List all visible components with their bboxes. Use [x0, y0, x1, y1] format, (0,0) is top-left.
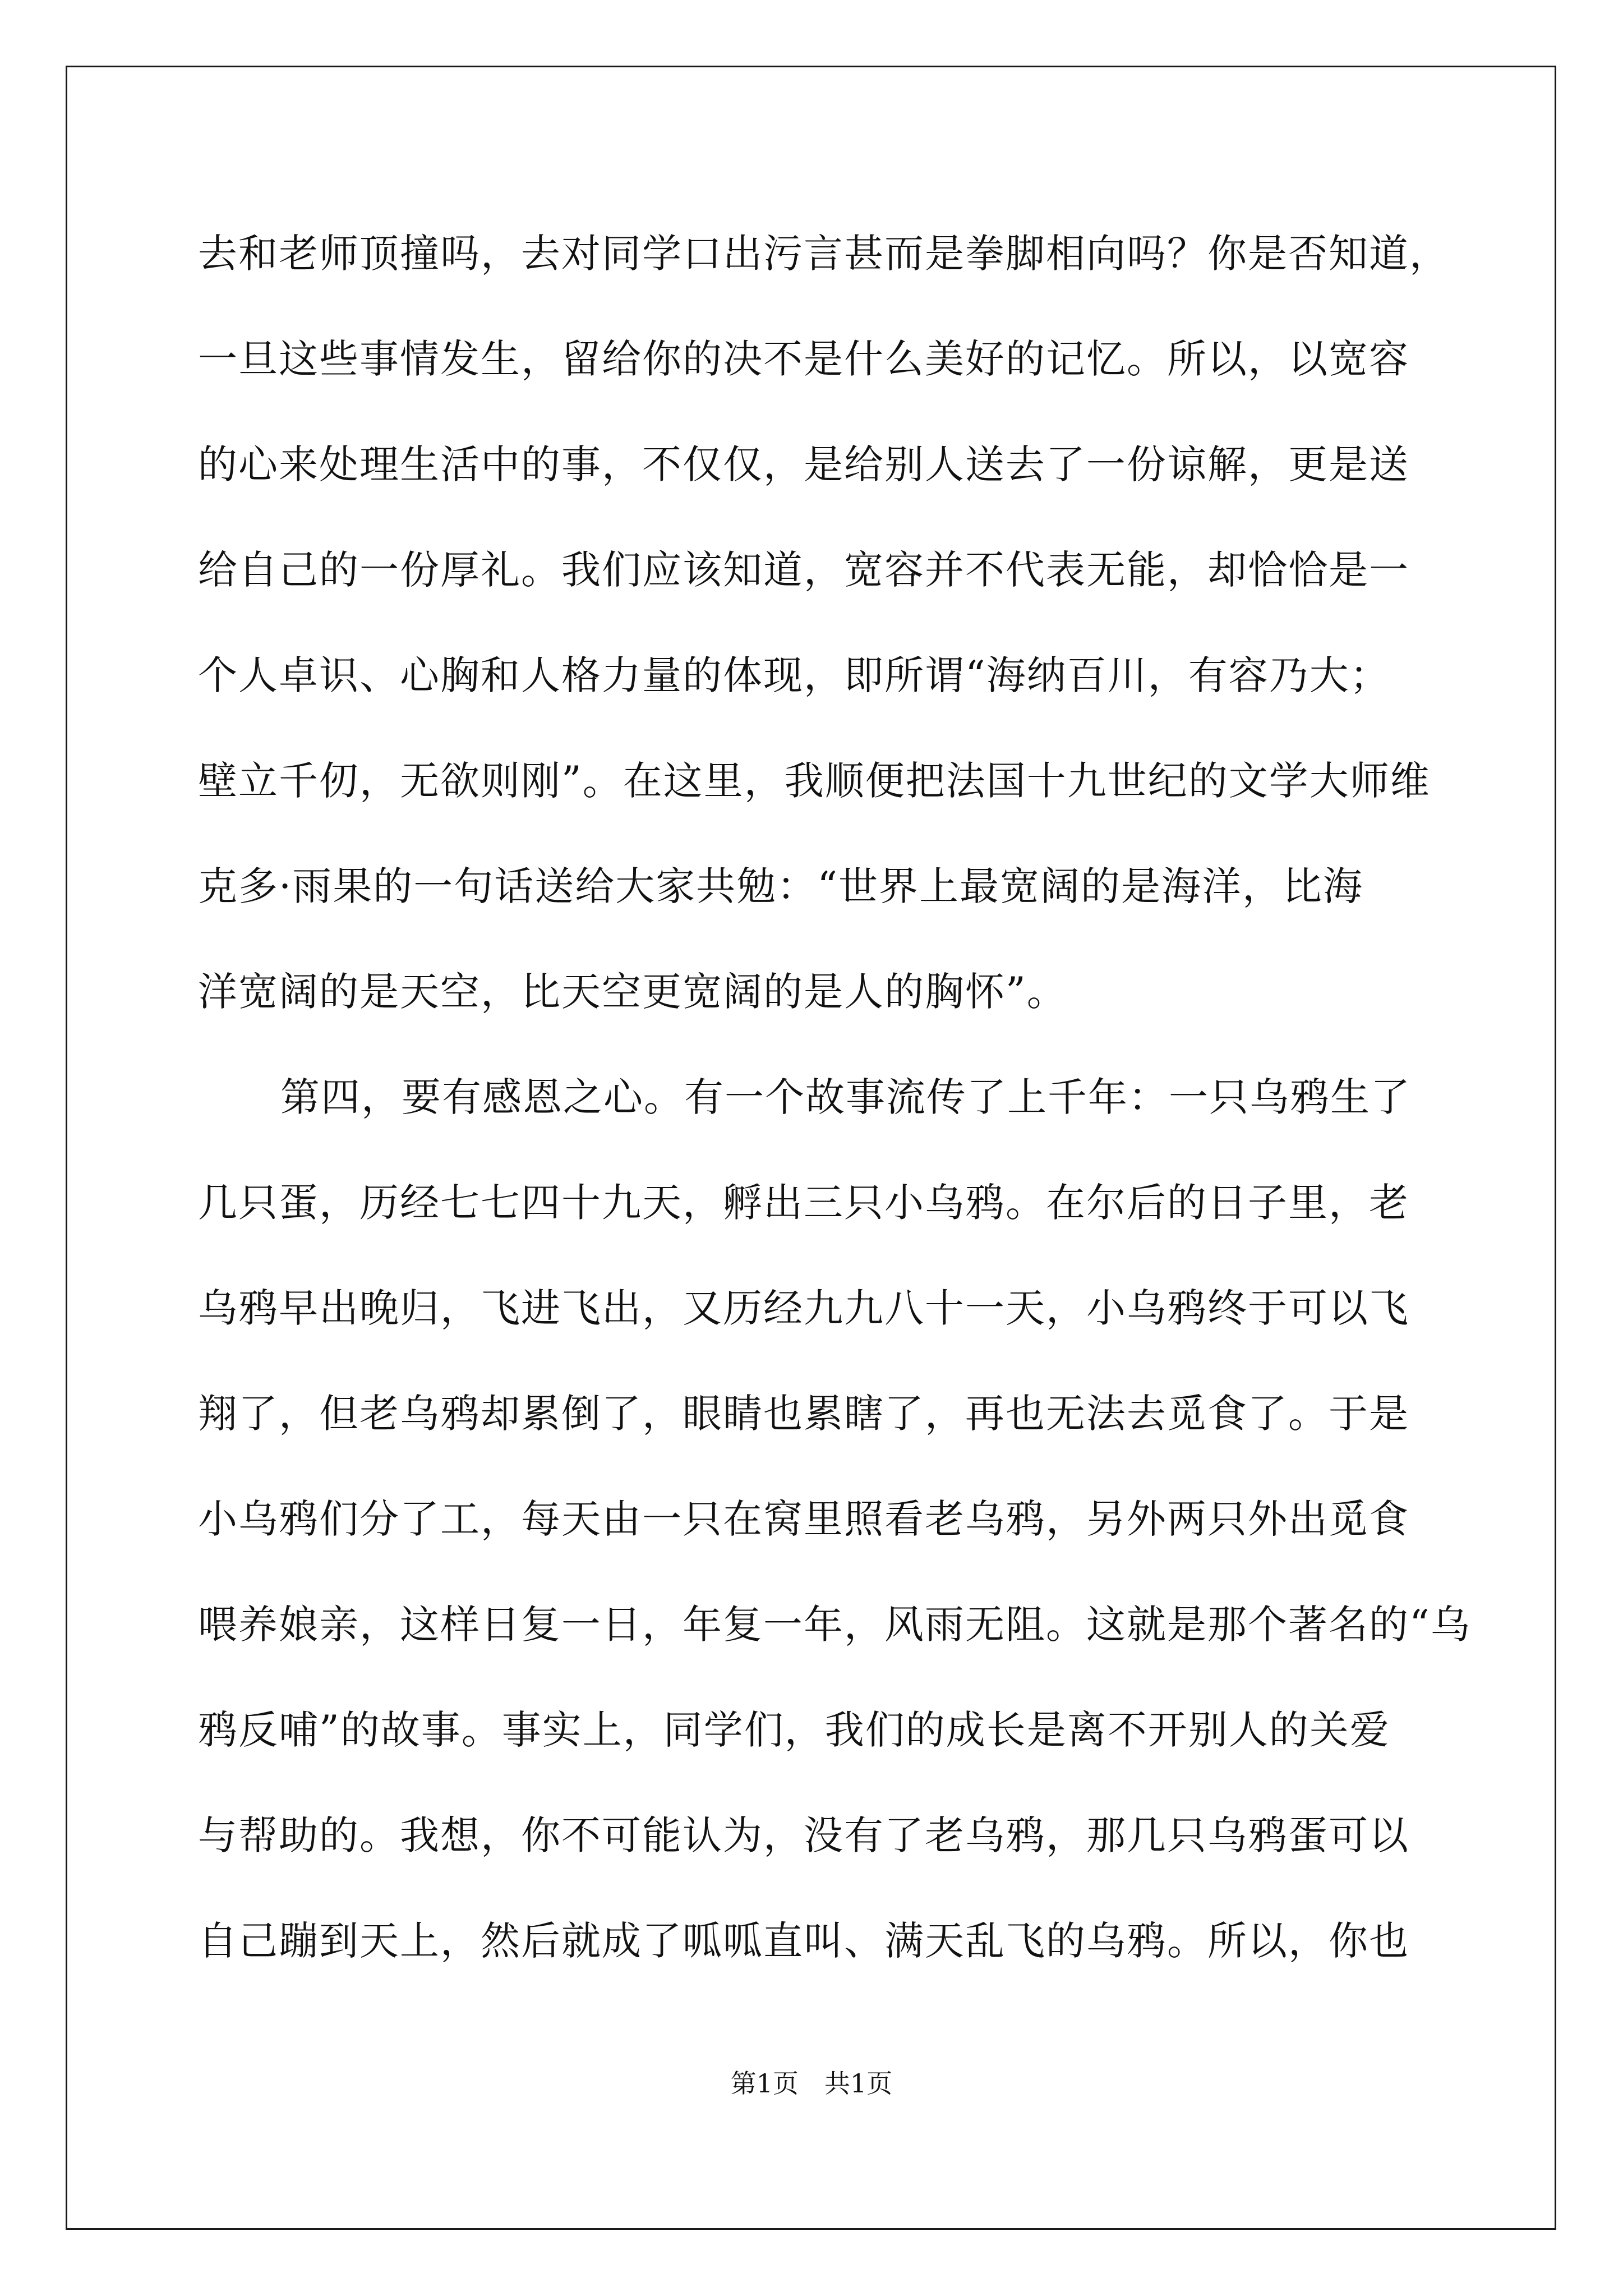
- text-line: 小乌鸦们分了工，每天由一只在窝里照看老乌鸦，另外两只外出觅食: [198, 1496, 1409, 1542]
- text-line: 与帮助的。我想，你不可能认为，没有了老乌鸦，那几只乌鸦蛋可以: [198, 1812, 1409, 1858]
- text-line: 克多·雨果的一句话送给大家共勉：“世界上最宽阔的是海洋，比海: [198, 863, 1364, 909]
- text-line: 自己蹦到天上，然后就成了呱呱直叫、满天乱飞的乌鸦。所以，你也: [198, 1918, 1409, 1964]
- text-line: 鸦反哺”的故事。事实上，同学们，我们的成长是离不开别人的关爱: [198, 1707, 1390, 1753]
- text-line: 一旦这些事情发生，留给你的决不是什么美好的记忆。所以，以宽容: [198, 336, 1409, 382]
- text-line: 翔了，但老乌鸦却累倒了，眼睛也累瞎了，再也无法去觅食了。于是: [198, 1391, 1409, 1437]
- text-line: 几只蛋，历经七七四十九天，孵出三只小乌鸦。在尔后的日子里，老: [198, 1180, 1409, 1226]
- text-line: 乌鸦早出晚归，飞进飞出，又历经九九八十一天，小乌鸦终于可以飞: [198, 1285, 1409, 1331]
- paragraph-start-line: 第四，要有感恩之心。有一个故事流传了上千年：一只乌鸦生了: [280, 1074, 1411, 1120]
- text-line: 洋宽阔的是天空，比天空更宽阔的是人的胸怀”。: [198, 969, 1067, 1015]
- text-line: 壁立千仞，无欲则刚”。在这里，我顺便把法国十九世纪的文学大师维: [198, 758, 1431, 804]
- page-footer: 第1页 共1页: [730, 2068, 893, 2099]
- text-line: 去和老师顶撞吗，去对同学口出污言甚而是拳脚相向吗？你是否知道，: [198, 231, 1450, 277]
- text-line: 个人卓识、心胸和人格力量的体现，即所谓“海纳百川，有容乃大；: [198, 652, 1390, 698]
- text-line: 给自己的一份厚礼。我们应该知道，宽容并不代表无能，却恰恰是一: [198, 547, 1409, 593]
- text-line: 的心来处理生活中的事，不仅仅，是给别人送去了一份谅解，更是送: [198, 441, 1409, 487]
- text-line: 喂养娘亲，这样日复一日，年复一年，风雨无阻。这就是那个著名的“乌: [198, 1602, 1471, 1648]
